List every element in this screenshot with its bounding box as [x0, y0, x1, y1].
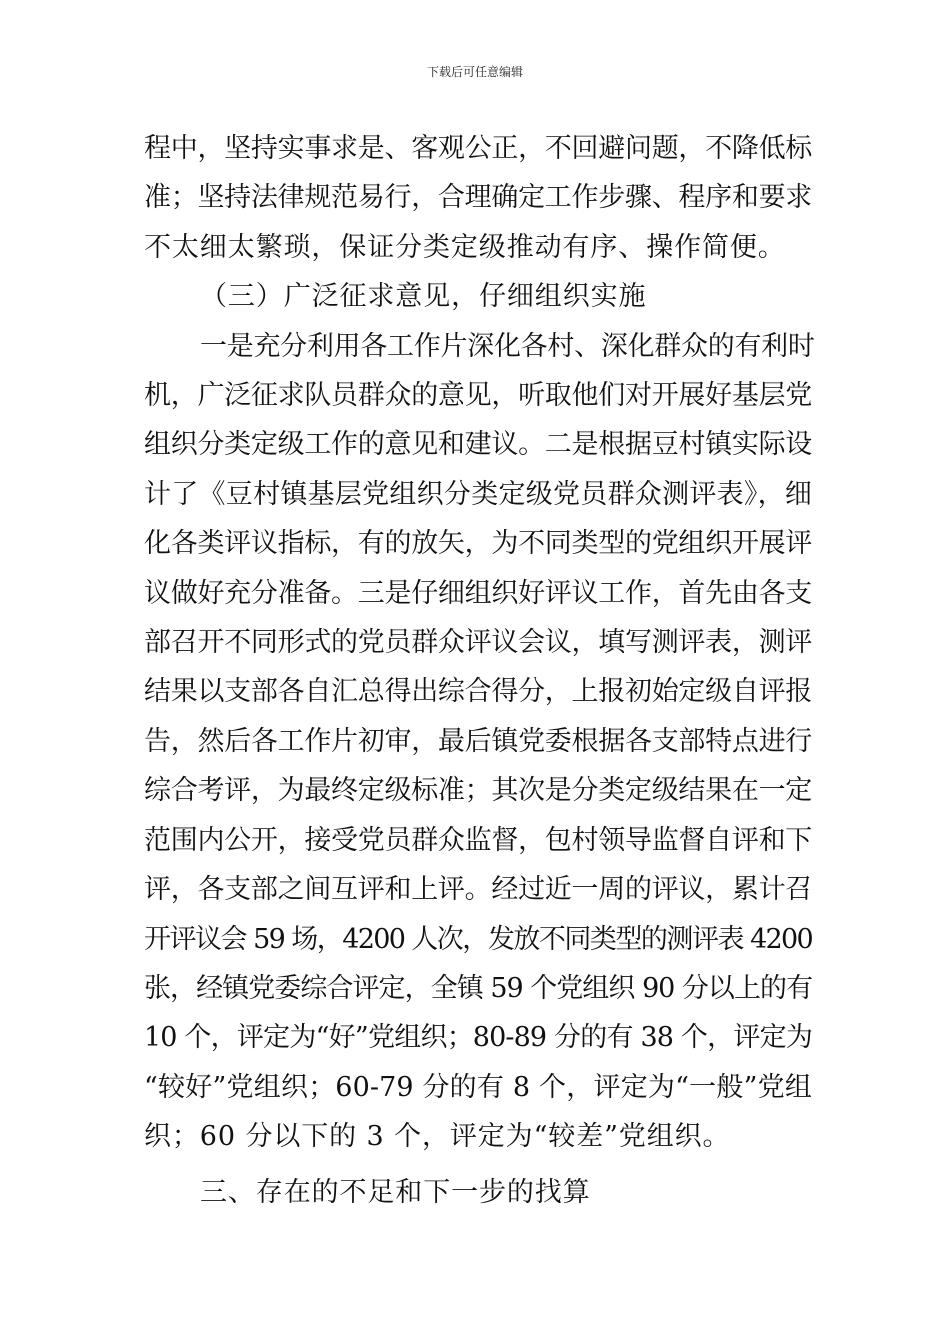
text-line: 开评议会 59 场，4200 人次，发放不同类型的测评表 4200: [144, 923, 812, 955]
text-line: 机，广泛征求队员群众的意见，听取他们对开展好基层党: [144, 380, 812, 412]
section-heading-three: [144, 1168, 812, 1217]
paragraph-principles: [144, 124, 812, 272]
text-line: 综合考评，为最终定级标准；其次是分类定级结果在一定: [144, 775, 812, 807]
text-line: “较好”党组织；60-79 分的有 8 个，评定为“一般”党组: [144, 1071, 812, 1103]
paragraph-implementation: [144, 322, 812, 1162]
text-line: 张，经镇党委综合评定，全镇 59 个党组织 90 分以上的有: [144, 972, 812, 1004]
text-line: 部召开不同形式的党员群众评议会议，填写测评表，测评: [144, 627, 812, 659]
text-line: 化各类评议指标，有的放矢，为不同类型的党组织开展评: [144, 528, 812, 560]
text-line: 不太细太繁琐，保证分类定级推动有序、操作简便。: [144, 231, 786, 263]
section-heading-3: [144, 272, 812, 321]
text-line: 组织分类定级工作的意见和建议。二是根据豆村镇实际设: [144, 429, 812, 461]
text-line: 计了《豆村镇基层党组织分类定级党员群众测评表》，细: [144, 478, 812, 510]
text-line: 准；坚持法律规范易行，合理确定工作步骤、程序和要求: [144, 182, 812, 214]
document-body: [144, 124, 812, 1217]
text-line: 告，然后各工作片初审，最后镇党委根据各支部特点进行: [144, 725, 812, 757]
text-line: 程中，坚持实事求是、客观公正，不回避问题，不降低标: [144, 133, 812, 164]
text-line: 一是充分利用各工作片深化各村、深化群众的有利时: [200, 330, 812, 362]
text-line: 范围内公开，接受党员群众监督，包村领导监督自评和下: [144, 824, 812, 856]
text-line: 织；60 分以下的 3 个，评定为“较差”党组织。: [144, 1121, 731, 1153]
page-header: 下载后可任意编辑: [426, 65, 523, 79]
text-line: （三）广泛征求意见，仔细组织实施: [200, 281, 647, 313]
text-line: 评，各支部之间互评和上评。经过近一周的评议，累计召: [144, 874, 812, 906]
text-line: 议做好充分准备。三是仔细组织好评议工作，首先由各支: [144, 577, 812, 609]
text-line: 三、存在的不足和下一步的找算: [200, 1176, 591, 1208]
text-line: 结果以支部各自汇总得出综合得分，上报初始定级自评报: [144, 676, 812, 708]
text-line: 10 个，评定为“好”党组织；80-89 分的有 38 个，评定为: [144, 1022, 812, 1054]
